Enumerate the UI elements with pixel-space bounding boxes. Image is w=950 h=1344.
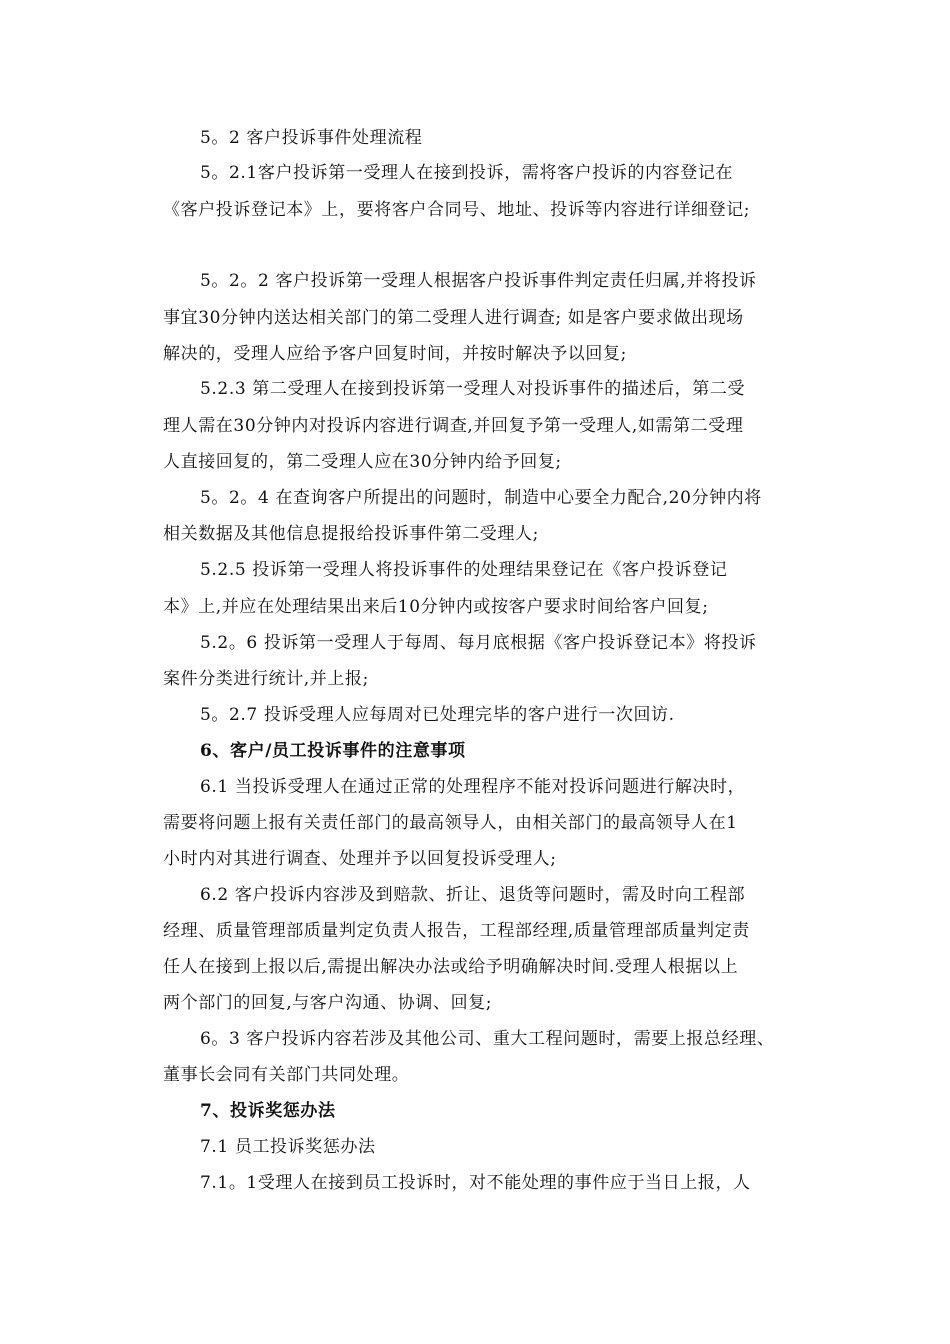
- paragraph-line: 5。2.1客户投诉第一受理人在接到投诉，需将客户投诉的内容登记在: [200, 163, 734, 183]
- paragraph-line: 理人需在30分钟内对投诉内容进行调查,并回复予第一受理人,如需第二受理: [163, 416, 744, 436]
- paragraph-line: 5.2.5 投诉第一受理人将投诉事件的处理结果登记在《客户投诉登记: [200, 560, 728, 580]
- paragraph-line: 两个部门的回复,与客户沟通、协调、回复;: [163, 993, 493, 1013]
- section-heading-6: 6、客户/员工投诉事件的注意事项: [200, 741, 466, 761]
- paragraph-line: 5。2.7 投诉受理人应每周对已处理完毕的客户进行一次回访.: [200, 705, 675, 725]
- paragraph-line: 6.2 客户投诉内容涉及到赔款、折让、退货等问题时，需及时向工程部: [200, 885, 746, 905]
- paragraph-line: 案件分类进行统计,并上报;: [163, 669, 369, 689]
- paragraph-line: 董事长会同有关部门共同处理。: [163, 1065, 410, 1085]
- paragraph-line: 5。2。2 客户投诉第一受理人根据客户投诉事件判定责任归属,并将投诉: [200, 271, 757, 291]
- paragraph-line: 7.1。1受理人在接到员工投诉时，对不能处理的事件应于当日上报，人: [200, 1173, 751, 1193]
- paragraph-line: 6。3 客户投诉内容若涉及其他公司、重大工程问题时，需要上报总经理、: [200, 1029, 775, 1049]
- section-heading-5-2: 5。2 客户投诉事件处理流程: [200, 128, 423, 148]
- paragraph-line: 小时内对其进行调查、处理并予以回复投诉受理人;: [163, 849, 557, 869]
- paragraph-line: 5.2.3 第二受理人在接到投诉第一受理人对投诉事件的描述后，第二受: [200, 379, 746, 399]
- paragraph-line: 6.1 当投诉受理人在通过正常的处理程序不能对投诉问题进行解决时，: [200, 777, 746, 797]
- paragraph-line: 本》上,并应在处理结果出来后10分钟内或按客户要求时间给客户回复;: [163, 597, 709, 617]
- paragraph-line: 5.2。6 投诉第一受理人于每周、每月底根据《客户投诉登记本》将投诉: [200, 633, 757, 653]
- paragraph-line: 《客户投诉登记本》上，要将客户合同号、地址、投诉等内容进行详细登记;: [163, 200, 751, 220]
- paragraph-line: 经理、质量管理部质量判定负责人报告，工程部经理,质量管理部质量判定责: [163, 921, 750, 941]
- paragraph-line: 解决的，受理人应给予客户回复时间，并按时解决予以回复;: [163, 344, 627, 364]
- section-heading-7: 7、投诉奖惩办法: [200, 1101, 336, 1121]
- paragraph-line: 人直接回复的，第二受理人应在30分钟内给予回复;: [163, 452, 562, 472]
- paragraph-line: 事宜30分钟内送达相关部门的第二受理人进行调查; 如是客户要求做出现场: [163, 308, 744, 328]
- paragraph-line: 需要将问题上报有关责任部门的最高领导人，由相关部门的最高领导人在1: [163, 813, 738, 833]
- paragraph-line: 5。2。4 在查询客户所提出的问题时，制造中心要全力配合,20分钟内将: [200, 488, 762, 508]
- paragraph-line: 任人在接到上报以后,需提出解决办法或给予明确解决时间.受理人根据以上: [163, 957, 739, 977]
- paragraph-line: 相关数据及其他信息提报给投诉事件第二受理人;: [163, 524, 539, 544]
- section-heading-7-1: 7.1 员工投诉奖惩办法: [200, 1137, 376, 1157]
